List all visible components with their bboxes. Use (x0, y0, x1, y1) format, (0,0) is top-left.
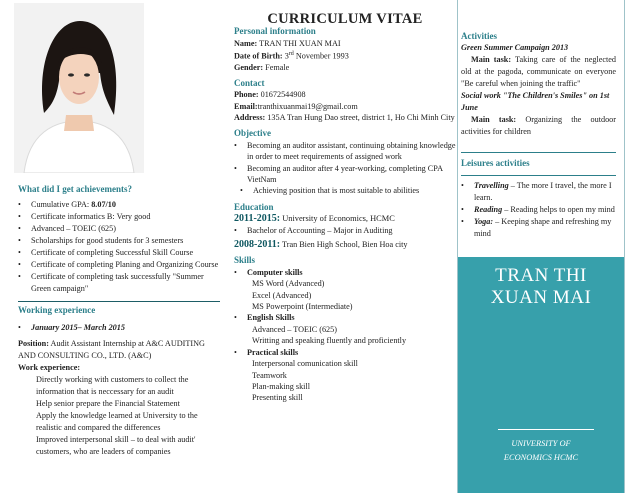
skill-item: Advanced – TOEIC (625) (252, 324, 337, 334)
dob-row: Date of Birth: 3rd November 1993 (234, 51, 349, 61)
activities-heading: Activities (461, 31, 497, 41)
leisure-item: • Reading – Reading helps to open my mind (461, 205, 615, 214)
main-task-2: Main task: Organizing the outdoor activities for children (461, 115, 617, 136)
banner-university (458, 437, 624, 465)
contact-heading: Contact (234, 77, 265, 88)
phone-row: Phone: 01672544908 (234, 90, 306, 100)
objective-heading: Objective (234, 128, 271, 139)
work-line: Directly working with customers to collect the information that is neccessary for an audit (36, 375, 189, 396)
work-line: Apply the knowledge learned at University to the realistic and compared the differences (36, 411, 198, 432)
middle-column (234, 11, 456, 404)
name-banner (458, 257, 624, 493)
work-line: Improved interpersonal skill – to deal with audit' customers, who are leaders of companies (36, 435, 196, 456)
achievement-item: • Advanced – TOEIC (625) (18, 224, 116, 233)
skill-item: Plan-making skill (252, 381, 310, 391)
work-experience-label: Work experience: (18, 363, 81, 372)
banner-name-line2: XUAN MAI (490, 287, 592, 308)
achievement-item: • Certificate of completing task successfully "Summer Green campaign" (18, 272, 204, 293)
divider (18, 301, 220, 302)
skill-group: • Practical skills (234, 347, 299, 357)
education-row: 2011-2015: University of Economics, HCMC (234, 213, 395, 225)
banner-university-line1: UNIVERSITY OF (511, 439, 571, 448)
personal-information-heading: Personal information (234, 26, 316, 37)
work-period: • January 2015– March 2015 (18, 323, 125, 332)
gender-row: Gender: Female (234, 63, 290, 73)
banner-university-line2: ECONOMICS HCMC (503, 453, 579, 462)
education-bullet: • Bachelor of Accounting – Major in Auditing (234, 225, 393, 235)
education-row: 2008-2011: Tran Bien High School, Bien Hoa city (234, 239, 408, 251)
profile-photo (14, 3, 144, 173)
skills-heading: Skills (234, 255, 256, 266)
objective-item: • Becoming an auditor after 4 year-working, completing CPA VietNam (234, 163, 443, 185)
achievement-item: • Scholarships for good students for 3 semesters (18, 236, 184, 245)
achievement-item: • Certificate informatics B: Very good (18, 212, 151, 221)
work-line: Help senior prepare the Financial Statement (36, 399, 180, 408)
leisure-item: • Travelling – The more I travel, the more I learn. (461, 181, 612, 202)
achievements-heading: What did I get achievements? (18, 184, 132, 194)
banner-name-line1: TRAN THI (495, 265, 587, 286)
email-row: Email:tranthixuanmai19@gmail.com (234, 101, 358, 111)
leisure-item: • Yoga: – Keeping shape and refreshing my mind (461, 217, 612, 238)
profile-photo-illustration (14, 3, 144, 173)
skill-group: • English Skills (234, 313, 295, 323)
divider (461, 175, 616, 176)
skill-item: MS Powerpoint (Intermediate) (252, 302, 353, 312)
skill-item: Writting and speaking fluently and proficiently (252, 336, 407, 346)
right-column-border-right (624, 0, 625, 493)
skill-item: Excel (Advanced) (252, 290, 312, 300)
page-title: CURRICULUM VITAE (267, 11, 423, 27)
achievement-item: • Certificate of completing Successful Skill Course (18, 248, 194, 257)
main-task-1: Main task: Taking care of the neglected old at the pagoda, communicate on everyone "Be careful when joining the traffic" (461, 55, 617, 88)
achievement-item: • Certificate of completing Planing and Organizing Course (18, 260, 219, 269)
address-row: Address: 135A Tran Hung Dao street, district 1, Ho Chi Minh City (234, 112, 455, 122)
working-experience-heading: Working experience (18, 305, 96, 315)
social-work-title: Social work "The Children's Smiles" on 1st June (461, 91, 610, 112)
skill-group: • Computer skills (234, 267, 303, 277)
skill-item: Teamwork (252, 370, 287, 380)
banner-divider (498, 429, 594, 430)
name-row: Name: TRAN THI XUAN MAI (234, 38, 341, 48)
campaign-title: Green Summer Campaign 2013 (461, 43, 569, 52)
position: Position: Audit Assistant Internship at A&C AUDITING AND CONSULTING CO., LTD. (A&C) (18, 339, 205, 360)
left-column (18, 183, 220, 458)
right-column (461, 30, 616, 240)
objective-item: • Achieving position that is most suitable to abilities (240, 186, 420, 196)
objective-item: • Becoming an auditor assistant, continuing obtaining knowledge in order to meet requirements of assigned work (234, 140, 456, 162)
skill-item: MS Word (Advanced) (252, 279, 325, 289)
skill-item: Presenting skill (252, 393, 303, 403)
education-heading: Education (234, 201, 274, 212)
email-link[interactable]: tranthixuanmai19@gmail.com (257, 101, 358, 111)
skill-item: Interpersonal comunication skill (252, 359, 358, 369)
leisure-heading: Leisures activities (461, 158, 530, 168)
divider (461, 152, 616, 153)
achievement-item: • Cumulative GPA: 8.07/10 (18, 200, 116, 209)
